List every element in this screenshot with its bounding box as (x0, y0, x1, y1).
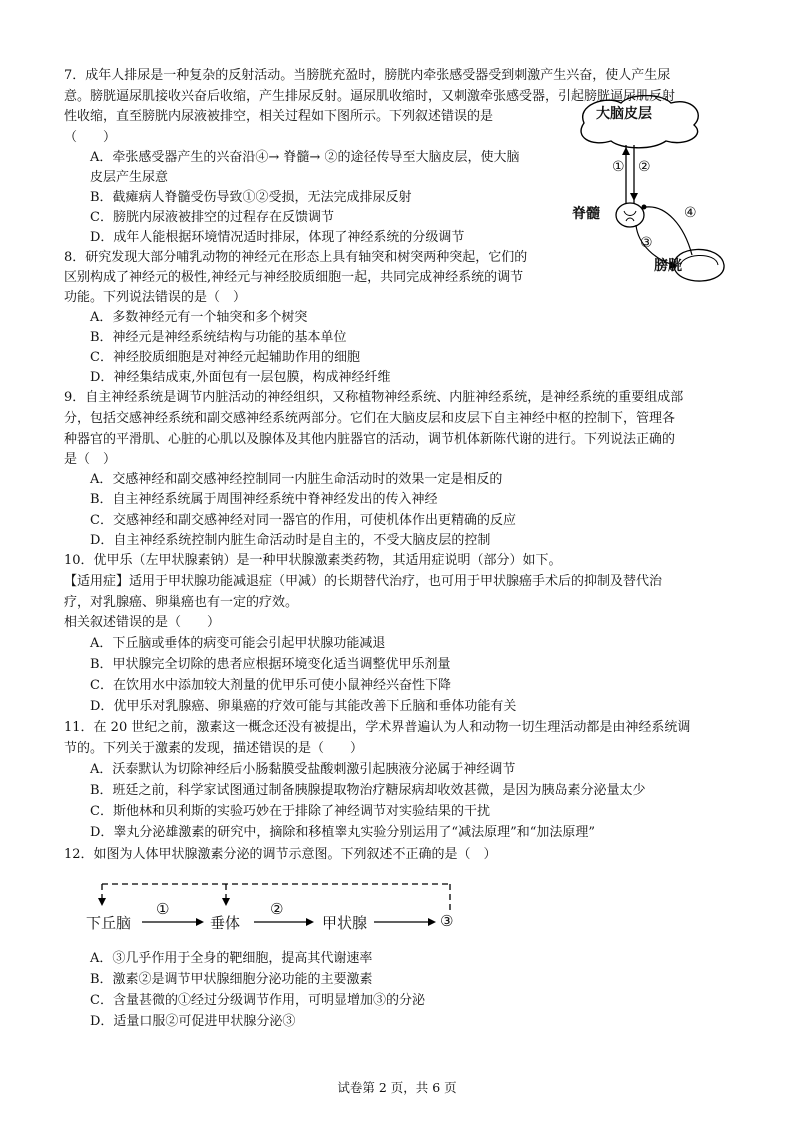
q10-stem-line-1: 10．优甲乐（左甲状腺素钠）是一种甲状腺激素类药物，其适用症说明（部分）如下。 (64, 553, 562, 568)
q11-stem-line-2: 节的。下列关于激素的发现，描述错误的是（ ） (64, 741, 364, 756)
flow-label-3: ③ (440, 912, 454, 930)
q10-stem-line-2: 【适用症】适用于甲状腺功能减退症（甲减）的长期替代治疗，也可用于甲状腺癌手术后的抑制及替代治 (64, 574, 663, 589)
q10-stem-line-3: 疗，对乳腺癌、卵巢癌也有一定的疗效。 (64, 595, 299, 610)
q8-stem-line-1: 8．研究发现大部分哺乳动物的神经元在形态上具有轴突和树突两种突起，它们的 (64, 250, 528, 265)
q10-option-c: C．在饮用水中添加较大剂量的优甲乐可使小鼠神经兴奋性下降 (90, 678, 451, 693)
flow-label-2: ② (270, 900, 284, 918)
micturition-reflex-diagram (566, 95, 736, 285)
feedback-arrow-hypothalamus (98, 898, 106, 906)
q12-option-b: B．激素②是调节甲状腺细胞分泌功能的主要激素 (90, 972, 373, 987)
spinal-neuron-dot (642, 205, 647, 210)
q9-option-c: C．交感神经和副交感神经对同一器官的作用，可使机体作出更精确的反应 (90, 513, 516, 528)
diagram-label-3: ③ (640, 235, 653, 251)
q11-option-c: C．斯他林和贝利斯的实验巧妙在于排除了神经调节对实验结果的干扰 (90, 804, 490, 819)
q9-stem-line-1: 9．自主神经系统是调节内脏活动的神经组织，又称植物神经系统、内脏神经系统，是神经系统的重要组成部 (64, 390, 684, 405)
q8-option-c: C．神经胶质细胞是对神经元起辅助作用的细胞 (90, 350, 360, 365)
thyroid-regulation-diagram (86, 878, 466, 938)
q7-stem-line-3: 性收缩，直至膀胱内尿液被排空，相关过程如下图所示。下列叙述错误的是 (64, 109, 494, 124)
q9-stem-line-2: 分，包括交感神经系统和副交感神经系统两部分。它们在大脑皮层和皮层下自主神经中枢的控制下，管理各 (64, 411, 676, 426)
q8-stem-line-2: 区别构成了神经元的极性,神经元与神经胶质细胞一起，共同完成神经系统的调节 (64, 270, 524, 285)
q7-option-d: D．成年人能根据环境情况适时排尿，体现了神经系统的分级调节 (90, 230, 465, 245)
page-footer: 试卷第 2 页，共 6 页 (337, 1080, 457, 1095)
q12-option-d: D．适量口服②可促进甲状腺分泌③ (90, 1014, 296, 1029)
q9-option-b: B．自主神经系统属于周围神经系统中脊神经发出的传入神经 (90, 492, 438, 507)
feedback-arrow-pituitary (222, 898, 230, 906)
q7-stem-line-2: 意。膀胱逼尿肌接收兴奋后收缩，产生排尿反射。逼尿肌收缩时，又刺激牵张感受器，引起膀胱逼尿肌反射 (64, 89, 676, 104)
q8-option-d: D．神经集结成束,外面包有一层包膜，构成神经纤维 (90, 370, 391, 385)
tract-1-arrow (622, 147, 630, 155)
q7-stem-line-1: 7．成年人排尿是一种复杂的反射活动。当膀胱充盈时，膀胱内牵张感受器受到刺激产生兴奋，使人产生尿 (64, 68, 671, 83)
q11-option-a: A．沃泰默认为切除神经后小肠黏膜受盐酸刺激引起胰液分泌属于神经调节 (90, 762, 516, 777)
q10-option-a: A．下丘脑或垂体的病变可能会引起甲状腺功能减退 (90, 636, 386, 651)
q7-option-b: B．截瘫病人脊髓受伤导致①②受损，无法完成排尿反射 (90, 190, 412, 205)
q10-option-b: B．甲状腺完全切除的患者应根据环境变化适当调整优甲乐剂量 (90, 657, 451, 672)
thyroid-label: 甲状腺 (322, 914, 368, 932)
q7-option-a: A．牵张感受器产生的兴奋沿④→ 脊髓→ ②的途径传导至大脑皮层，使大脑 (90, 150, 520, 165)
q9-option-a: A．交感神经和副交感神经控制同一内脏生命活动时的效果一定是相反的 (90, 472, 503, 487)
q8-option-b: B．神经元是神经系统结构与功能的基本单位 (90, 330, 347, 345)
q12-option-a: A．③几乎作用于全身的靶细胞，提高其代谢速率 (90, 951, 373, 966)
q9-stem-line-3: 种器官的平滑肌、心脏的心肌以及腺体及其他内脏器官的活动，调节机体新陈代谢的进行。下列说法正确的 (64, 432, 676, 447)
diagram-label-2: ② (638, 159, 651, 175)
q12-stem-line-1: 12．如图为人体甲状腺激素分泌的调节示意图。下列叙述不正确的是（ ） (64, 847, 497, 862)
tract-2-arrow (630, 193, 638, 201)
q8-option-a: A．多数神经元有一个轴突和多个树突 (90, 310, 308, 325)
cortex-label: 大脑皮层 (596, 106, 652, 122)
reflex-diagram-drawing (566, 95, 736, 285)
q7-option-c: C．膀胱内尿液被排空的过程存在反馈调节 (90, 210, 334, 225)
bladder-inner (680, 255, 718, 267)
q9-option-d: D．自主神经系统控制内脏生命活动时是自主的，不受大脑皮层的控制 (90, 533, 491, 548)
q8-stem-line-3: 功能。下列说法错误的是（ ） (64, 290, 247, 305)
q11-stem-line-1: 11．在 20 世纪之前，激素这一概念还没有被提出，学术界普遍认为人和动物一切生理活动都是由神经系统调 (64, 720, 691, 735)
spinal-cord-label: 脊髓 (572, 206, 600, 222)
q11-option-d: D．睾丸分泌雄激素的研究中，摘除和移植睾丸实验分别运用了“减法原理”和“加法原理” (90, 825, 596, 840)
arrow-1-head (196, 918, 204, 926)
q11-option-b: B．班廷之前，科学家试图通过制备胰腺提取物治疗糖尿病却收效甚微，是因为胰岛素分泌量太少 (90, 783, 646, 798)
hypothalamus-label: 下丘脑 (86, 914, 132, 932)
q12-option-c: C．含量甚微的①经过分级调节作用，可明显增加③的分泌 (90, 993, 425, 1008)
q7-stem-line-4: （ ） (64, 130, 117, 145)
pituitary-label: 垂体 (210, 914, 241, 932)
q10-stem-line-4: 相关叙述错误的是（ ） (64, 615, 221, 630)
diagram-label-4: ④ (684, 205, 697, 221)
diagram-label-1: ① (612, 159, 625, 175)
q9-stem-line-4: 是（ ） (64, 452, 117, 467)
flow-label-1: ① (156, 900, 170, 918)
q7-option-a-cont: 皮层产生尿意 (90, 170, 169, 185)
arrow-3-head (428, 918, 436, 926)
spinal-gray-matter (624, 211, 636, 221)
arrow-2-head (306, 918, 314, 926)
q10-option-d: D．优甲乐对乳腺癌、卵巢癌的疗效可能与其能改善下丘脑和垂体功能有关 (90, 699, 517, 714)
bladder-label: 膀胱 (654, 258, 682, 274)
